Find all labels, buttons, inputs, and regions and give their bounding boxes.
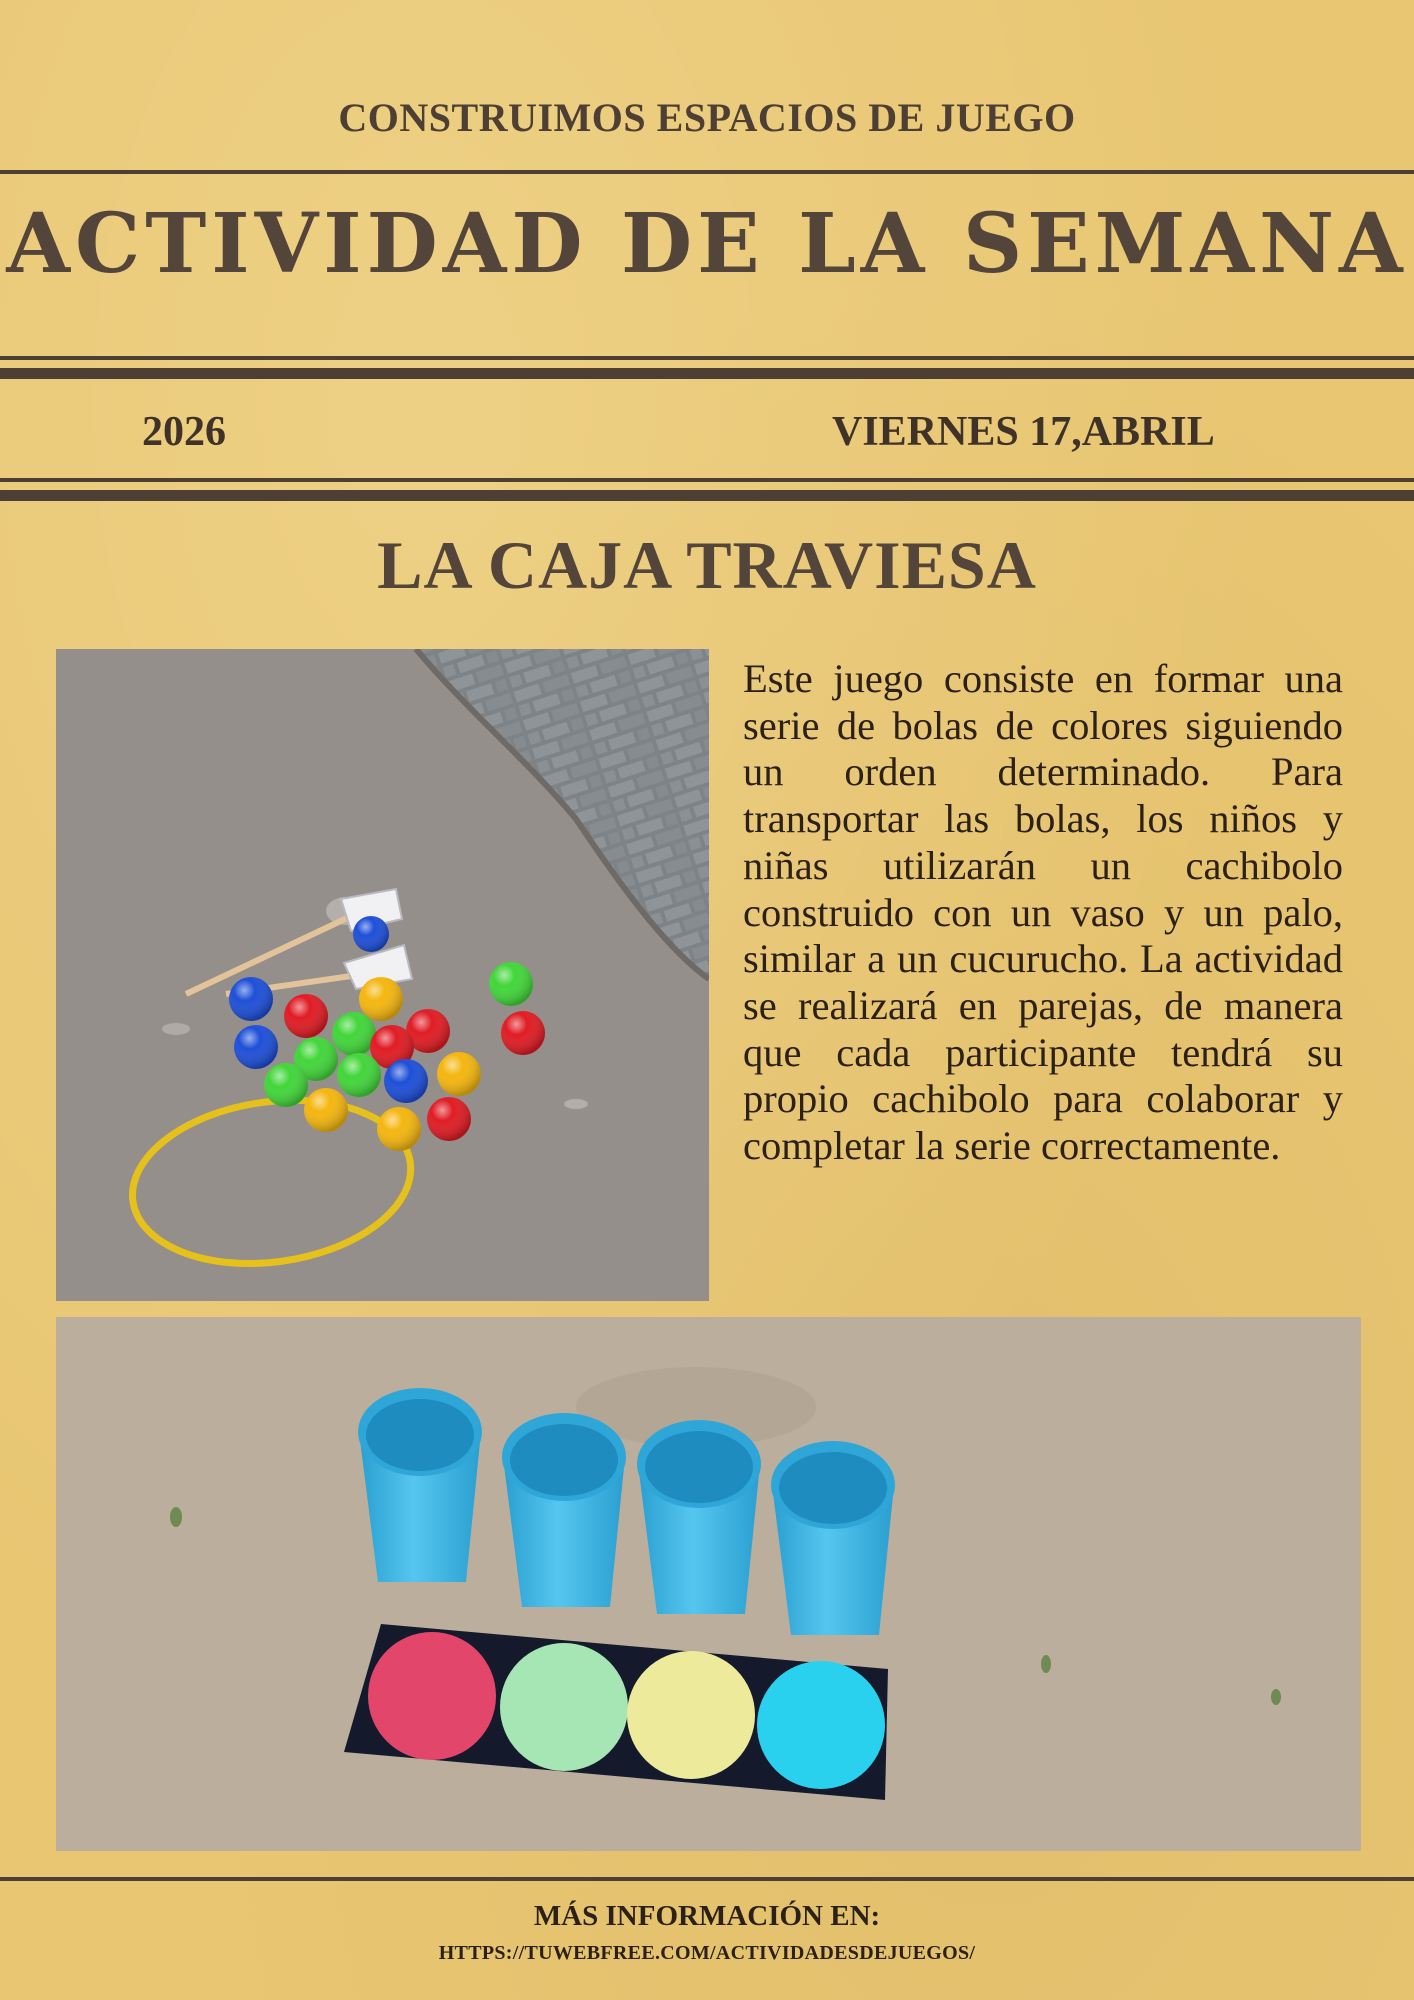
article-headline: LA CAJA TRAVIESA [377,527,1037,603]
kicker-title: CONSTRUIMOS ESPACIOS DE JUEGO [338,95,1076,140]
header-rule-top [0,170,1414,174]
header-rule-thin [0,356,1414,360]
footer-url-link[interactable]: HTTPS://TUWEBFREE.COM/ACTIVIDADESDEJUEGOS/ [438,1942,976,1964]
photo-balls-hoop-image [56,649,709,1301]
masthead-title: ACTIVIDAD DE LA SEMANA [6,196,1408,292]
dateline-rule-thick [0,490,1414,501]
footer-rule [0,1877,1414,1881]
header-rule-thick [0,368,1414,379]
dateline-rule-thin [0,478,1414,482]
issue-date: VIERNES 17,ABRIL [832,409,1215,455]
issue-year: 2026 [142,409,226,455]
article-body: Este juego consiste en formar una serie de bolas de colores siguiendo un orden determinado. Para transportar las bolas, los niños y niñas utilizarán un cachibolo construido con un vaso y un palo, similar a un cucurucho. La actividad se realizará en parejas, de manera que cada participante tendrá su propio cachibolo para colaborar y completar la serie correctamente. [743,656,1343,1169]
photo-cups-circles [56,1317,1361,1851]
footer-label: MÁS INFORMACIÓN EN: [533,1900,881,1932]
photo-cups-circles-image [56,1317,1361,1851]
photo-balls-hoop [56,649,709,1301]
